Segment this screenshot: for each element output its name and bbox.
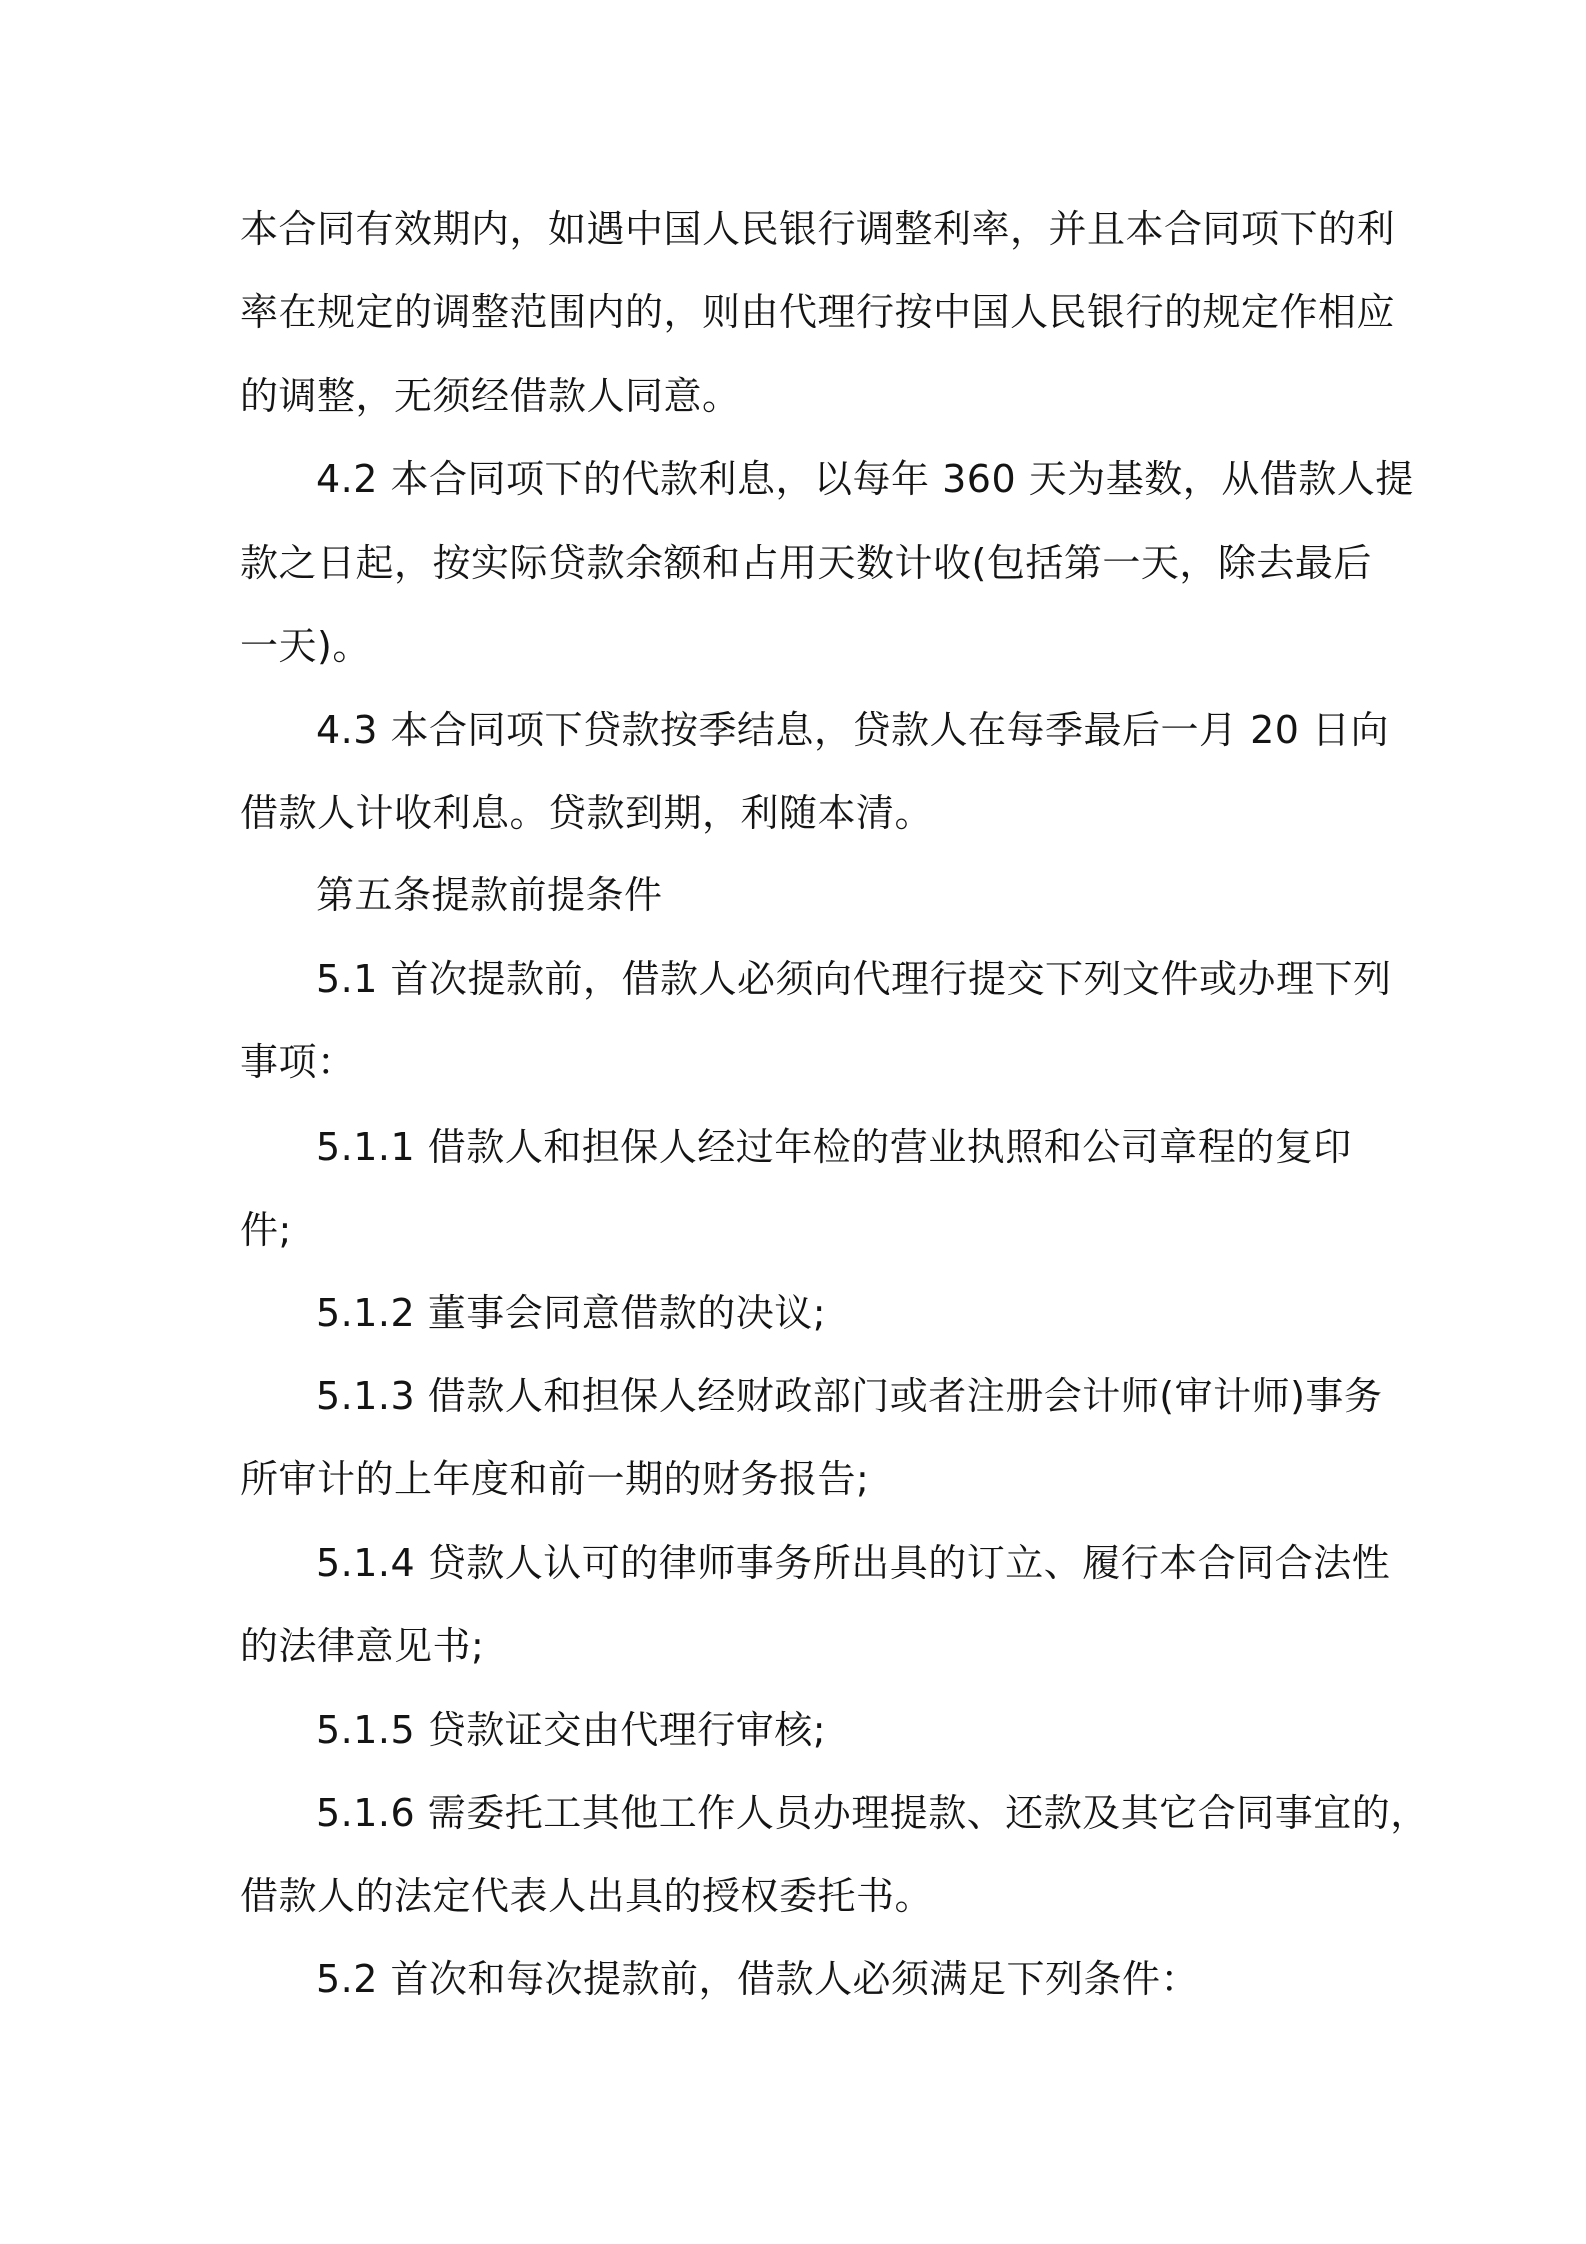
paragraph-line: 5.1 首次提款前，借款人必须向代理行提交下列文件或办理下列: [316, 957, 1392, 1001]
section-heading: 第五条提款前提条件: [316, 873, 663, 917]
paragraph-line: 事项：: [240, 1040, 356, 1084]
paragraph-line: 5.1.1 借款人和担保人经过年检的营业执照和公司章程的复印: [316, 1125, 1352, 1169]
paragraph-line: 4.2 本合同项下的代款利息，以每年 360 天为基数，从借款人提: [316, 457, 1414, 501]
paragraph-line: 4.3 本合同项下贷款按季结息，贷款人在每季最后一月 20 日向: [316, 708, 1390, 752]
paragraph-line: 5.1.2 董事会同意借款的决议;: [316, 1291, 827, 1335]
paragraph-line: 5.2 首次和每次提款前，借款人必须满足下列条件：: [316, 1957, 1200, 2001]
paragraph-line: 借款人的法定代表人出具的授权委托书。: [240, 1874, 934, 1918]
paragraph-line: 5.1.6 需委托工其他工作人员办理提款、还款及其它合同事宜的，: [316, 1791, 1429, 1835]
paragraph-line: 件;: [240, 1208, 292, 1252]
paragraph-line: 款之日起，按实际贷款余额和占用天数计收(包括第一天，除去最后: [240, 541, 1372, 585]
paragraph-line: 5.1.3 借款人和担保人经财政部门或者注册会计师(审计师)事务: [316, 1374, 1383, 1418]
paragraph-line: 5.1.4 贷款人认可的律师事务所出具的订立、履行本合同合法性: [316, 1541, 1391, 1585]
paragraph-line: 一天)。: [240, 624, 371, 668]
paragraph-line: 的调整，无须经借款人同意。: [240, 374, 741, 418]
paragraph-line: 5.1.5 贷款证交由代理行审核;: [316, 1708, 827, 1752]
paragraph-line: 的法律意见书;: [240, 1624, 485, 1668]
paragraph-line: 所审计的上年度和前一期的财务报告;: [240, 1457, 870, 1501]
paragraph-line: 借款人计收利息。贷款到期，利随本清。: [240, 791, 934, 835]
paragraph-line: 本合同有效期内，如遇中国人民银行调整利率，并且本合同项下的利: [240, 207, 1396, 251]
paragraph-line: 率在规定的调整范围内的，则由代理行按中国人民银行的规定作相应: [240, 290, 1396, 334]
